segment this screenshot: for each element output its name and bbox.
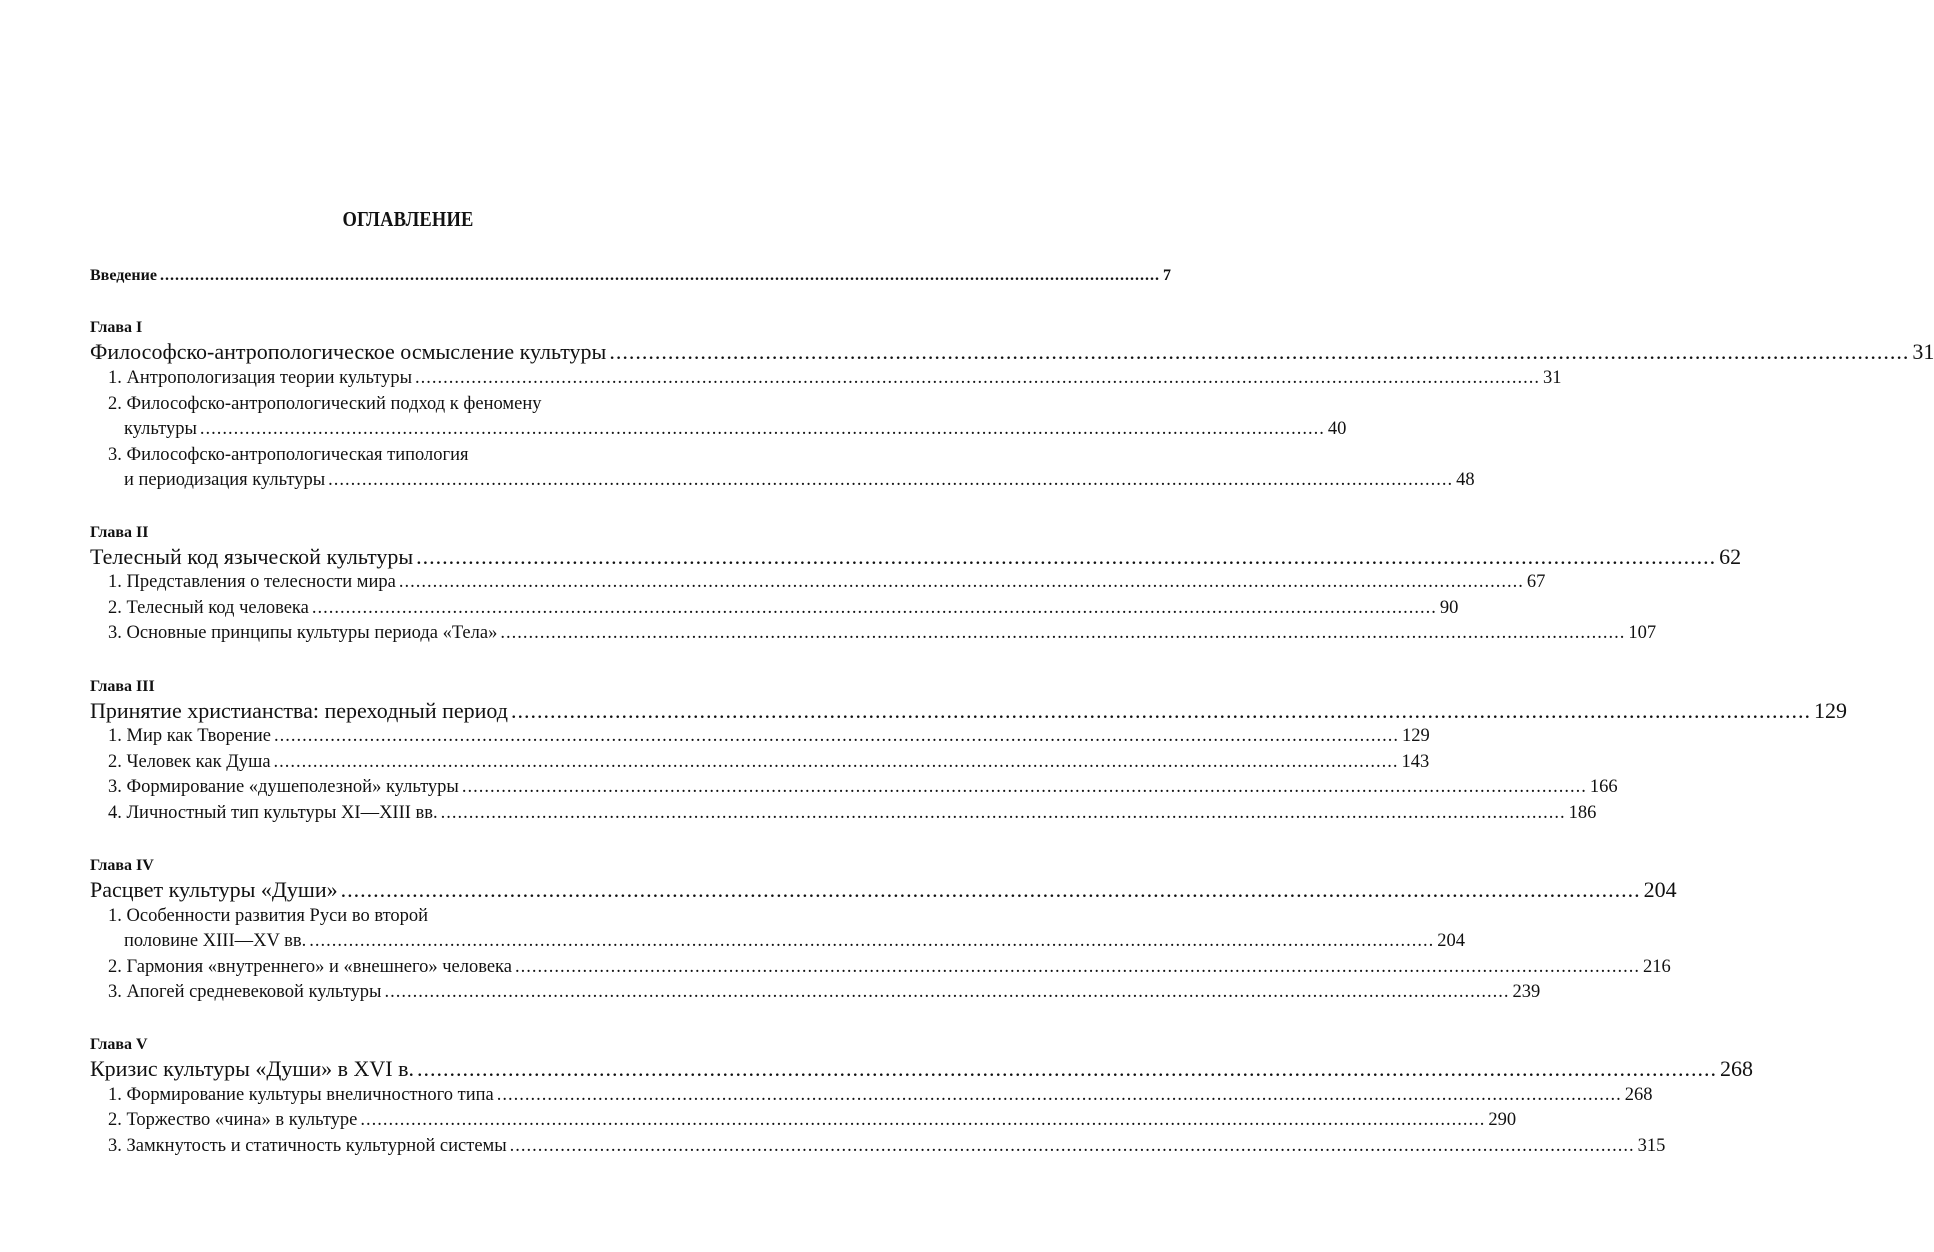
leader-dots: ........................................................................................................................................................................................................ — [510, 698, 1811, 723]
section-title: половине XIII—XV вв. — [124, 931, 307, 951]
toc-entry-section[interactable] — [108, 801, 1597, 825]
chapter-title: Телесный код языческой культуры — [90, 544, 414, 569]
toc-page-number: 48 — [1456, 470, 1475, 490]
leader-dots: ........................................................................................................................................................................................................ — [360, 1110, 1486, 1130]
leader-dots: ........................................................................................................................................................................................................ — [159, 267, 1160, 284]
section-title: 3. Замкнутость и статичность культурной системы — [108, 1136, 507, 1156]
toc-entry-section[interactable] — [108, 980, 1541, 1004]
section-title: 1. Мир как Творение — [108, 726, 271, 746]
leader-dots: ........................................................................................................................................................................................................ — [328, 470, 1454, 490]
leader-dots: ........................................................................................................................................................................................................ — [199, 419, 1325, 439]
toc-entry-section[interactable] — [124, 417, 1347, 441]
leader-dots: ........................................................................................................................................................................................................ — [461, 777, 1587, 797]
toc-entry-intro[interactable] — [90, 264, 1171, 288]
leader-dots: ........................................................................................................................................................................................................ — [273, 752, 1399, 772]
leader-dots: ........................................................................................................................................................................................................ — [509, 1136, 1635, 1156]
toc-entry-section[interactable] — [108, 1083, 1653, 1107]
leader-dots: ........................................................................................................................................................................................................ — [609, 339, 1910, 364]
toc-entry-section[interactable] — [108, 775, 1618, 799]
toc-page-number: 31 — [1912, 339, 1934, 364]
toc-entry-section[interactable] — [108, 1108, 1517, 1132]
section-title: 2. Человек как Душа — [108, 752, 271, 772]
toc-entry-section[interactable] — [108, 366, 1562, 390]
leader-dots: ........................................................................................................................................................................................................ — [416, 544, 1717, 569]
leader-dots: ........................................................................................................................................................................................................ — [416, 1056, 1717, 1081]
toc-page-number: 31 — [1543, 368, 1562, 388]
chapter-title: Философско-антропологическое осмысление культуры — [90, 339, 607, 364]
toc-entry-section[interactable] — [108, 1134, 1666, 1158]
toc-entry-section[interactable] — [108, 596, 1459, 620]
chapter-label: Глава IV — [90, 857, 154, 874]
section-title: 2. Торжество «чина» в культуре — [108, 1110, 358, 1130]
toc-page-number: 129 — [1401, 726, 1430, 746]
section-title-line1: 1. Особенности развития Руси во второй — [108, 906, 429, 926]
toc-entry-section[interactable] — [108, 621, 1657, 645]
toc-page-number: 107 — [1628, 623, 1657, 643]
chapter-label: Глава II — [90, 524, 149, 541]
toc-page-number: 90 — [1439, 598, 1459, 618]
toc-page-number: 143 — [1401, 752, 1430, 772]
section-title: 3. Основные принципы культуры периода «Тела» — [108, 623, 498, 643]
toc-page-number: 67 — [1526, 572, 1546, 592]
toc-page-number: 129 — [1813, 698, 1847, 723]
toc-entry-chapter[interactable] — [90, 877, 1677, 903]
section-title: 1. Антропологизация теории культуры — [108, 368, 413, 388]
section-title-line1: 3. Философско-антропологическая типология — [108, 445, 469, 465]
section-title: культуры — [124, 419, 197, 439]
section-title: 3. Формирование «душеполезной» культуры — [108, 777, 459, 797]
section-title: и периодизация культуры — [124, 470, 326, 490]
toc-page-number: 268 — [1624, 1085, 1653, 1105]
chapter-label: Глава V — [90, 1036, 148, 1053]
leader-dots: ........................................................................................................................................................................................................ — [398, 572, 1524, 592]
toc-page-number: 216 — [1642, 957, 1671, 977]
leader-dots: ........................................................................................................................................................................................................ — [384, 982, 1510, 1002]
toc-entry-chapter[interactable] — [90, 339, 1934, 365]
toc-page-number: 40 — [1327, 419, 1347, 439]
toc-page-number: 290 — [1488, 1110, 1517, 1130]
toc-page-number: 166 — [1589, 777, 1618, 797]
chapter-title: Расцвет культуры «Души» — [90, 877, 338, 902]
leader-dots: ........................................................................................................................................................................................................ — [273, 726, 1399, 746]
toc-entry-section[interactable] — [124, 929, 1465, 953]
toc-page-number: 7 — [1162, 267, 1171, 284]
leader-dots: ........................................................................................................................................................................................................ — [340, 877, 1641, 902]
toc-page-number: 62 — [1719, 544, 1742, 569]
toc-page-number: 268 — [1719, 1056, 1753, 1081]
toc-entry-section[interactable] — [108, 750, 1430, 774]
toc-title: ОГЛАВЛЕНИЕ — [342, 207, 474, 231]
section-title-line1: 2. Философско-антропологический подход к феномену — [108, 394, 542, 414]
toc-page-number: 315 — [1637, 1136, 1666, 1156]
section-title: 2. Телесный код человека — [108, 598, 309, 618]
leader-dots: ........................................................................................................................................................................................................ — [415, 368, 1541, 388]
toc-entry-chapter[interactable] — [90, 698, 1847, 724]
leader-dots: ........................................................................................................................................................................................................ — [309, 931, 1435, 951]
toc-page-number: 204 — [1437, 931, 1465, 951]
section-title: 1. Формирование культуры внеличностного типа — [108, 1085, 494, 1105]
leader-dots: ........................................................................................................................................................................................................ — [500, 623, 1626, 643]
chapter-title: Принятие христианства: переходный период — [90, 698, 508, 723]
section-title: 2. Гармония «внутреннего» и «внешнего» человека — [108, 957, 512, 977]
leader-dots: ........................................................................................................................................................................................................ — [440, 803, 1566, 823]
toc-entry-chapter[interactable] — [90, 544, 1742, 570]
leader-dots: ........................................................................................................................................................................................................ — [496, 1085, 1622, 1105]
toc-page-number: 186 — [1568, 803, 1597, 823]
leader-dots: ........................................................................................................................................................................................................ — [311, 598, 1437, 618]
section-title: 3. Апогей средневековой культуры — [108, 982, 382, 1002]
toc-entry-section[interactable] — [108, 724, 1430, 748]
toc-page-number: 204 — [1643, 877, 1677, 902]
section-title: 1. Представления о телесности мира — [108, 572, 396, 592]
chapter-label: Глава I — [90, 319, 143, 336]
leader-dots: ........................................................................................................................................................................................................ — [514, 957, 1640, 977]
toc-entry-section[interactable] — [124, 468, 1475, 492]
toc-entry-label: Введение — [90, 267, 157, 284]
toc-entry-section[interactable] — [108, 955, 1671, 979]
toc-page — [90, 0, 1934, 1252]
toc-page-number: 239 — [1512, 982, 1541, 1002]
chapter-title: Кризис культуры «Души» в XVI в. — [90, 1056, 414, 1081]
section-title: 4. Личностный тип культуры XI—XIII вв. — [108, 803, 438, 823]
chapter-label: Глава III — [90, 678, 155, 695]
toc-entry-section[interactable] — [108, 570, 1546, 594]
toc-entry-chapter[interactable] — [90, 1056, 1753, 1082]
